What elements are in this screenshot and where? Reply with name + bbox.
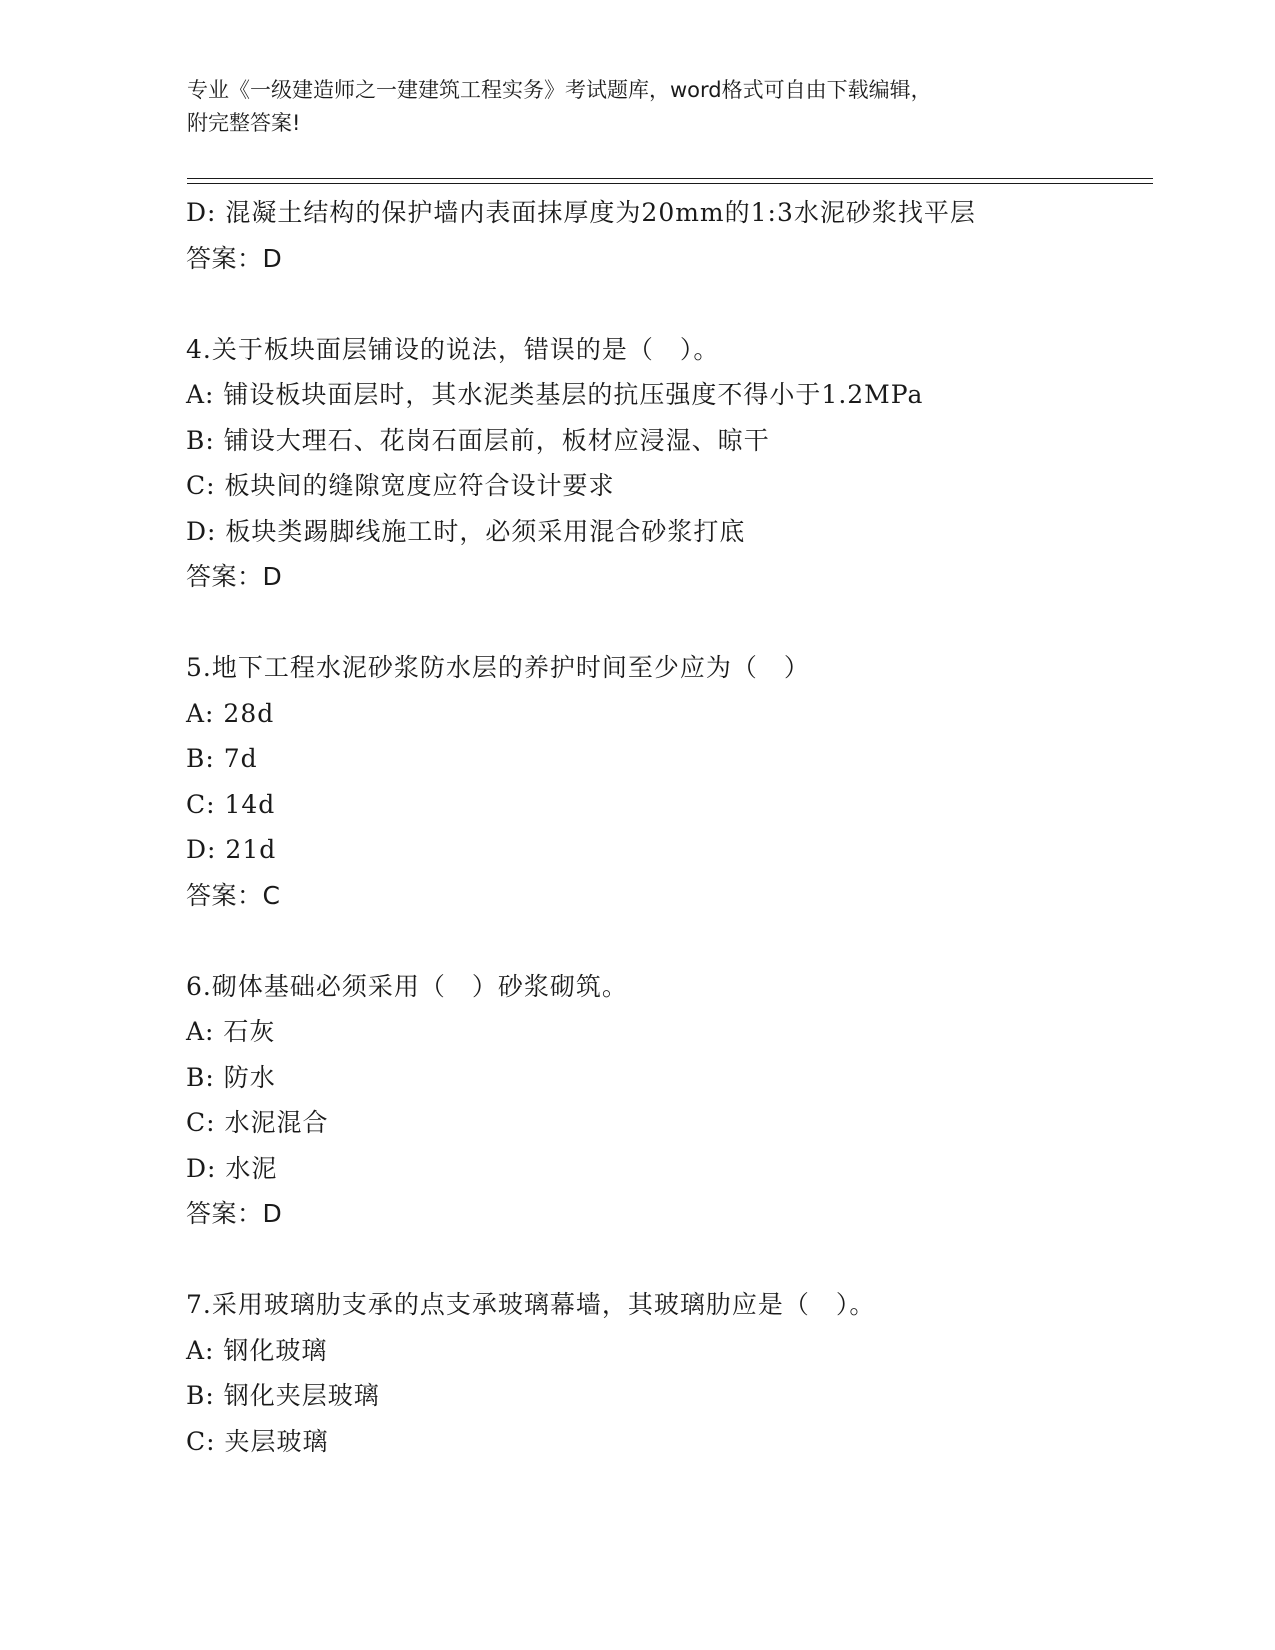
question-block-7 (186, 1282, 1146, 1464)
option-c: C: 板块间的缝隙宽度应符合设计要求 (186, 471, 615, 500)
option-c: C: 14d (186, 789, 276, 819)
question-spacer (186, 600, 1146, 646)
option-d: D: 板块类踢脚线施工时，必须采用混合砂浆打底 (186, 516, 746, 546)
option-a: A: 石灰 (186, 1017, 276, 1046)
page-header (187, 74, 1067, 140)
question-spacer (186, 281, 1146, 327)
header-line-1: 专业《一级建造师之一建建筑工程实务》考试题库，word格式可自由下载编辑， (187, 78, 932, 102)
answer-line: 答案：C (186, 880, 281, 910)
header-divider-bottom (187, 183, 1153, 184)
question-block-5 (186, 645, 1146, 918)
option-b: B: 7d (186, 744, 258, 773)
question-list (186, 190, 1146, 1464)
question-spacer (186, 918, 1146, 964)
question-stem: 7.采用玻璃肋支承的点支承玻璃幕墙，其玻璃肋应是（ ）。 (186, 1290, 876, 1319)
option-b: B: 钢化夹层玻璃 (186, 1381, 380, 1410)
option-d: D: 水泥 (186, 1153, 278, 1183)
option-a: A: 铺设板块面层时，其水泥类基层的抗压强度不得小于1.2MPa (186, 380, 924, 409)
option-c: C: 水泥混合 (186, 1108, 329, 1137)
option-d: D: 21d (186, 835, 277, 864)
question-stem: 5.地下工程水泥砂浆防水层的养护时间至少应为（ ） (186, 653, 810, 682)
question-block-3-tail (186, 190, 1146, 281)
header-divider-top (187, 178, 1153, 179)
question-block-4 (186, 327, 1146, 600)
option-a: A: 钢化玻璃 (186, 1335, 328, 1365)
question-block-6 (186, 964, 1146, 1237)
option-a: A: 28d (186, 698, 275, 728)
option-b: B: 防水 (186, 1062, 276, 1092)
option-c: C: 夹层玻璃 (186, 1426, 329, 1456)
answer-line: 答案：D (186, 1199, 283, 1228)
question-stem: 6.砌体基础必须采用（ ）砂浆砌筑。 (186, 971, 628, 1001)
option-d: D: 混凝土结构的保护墙内表面抹厚度为20mm的1:3水泥砂浆找平层 (186, 198, 976, 227)
answer-line: 答案：D (186, 562, 283, 591)
question-spacer (186, 1237, 1146, 1283)
answer-line: 答案：D (186, 243, 283, 273)
question-stem: 4.关于板块面层铺设的说法，错误的是（ ）。 (186, 334, 720, 364)
option-b: B: 铺设大理石、花岗石面层前，板材应浸湿、晾干 (186, 425, 770, 455)
header-line-2: 附完整答案! (187, 111, 301, 135)
